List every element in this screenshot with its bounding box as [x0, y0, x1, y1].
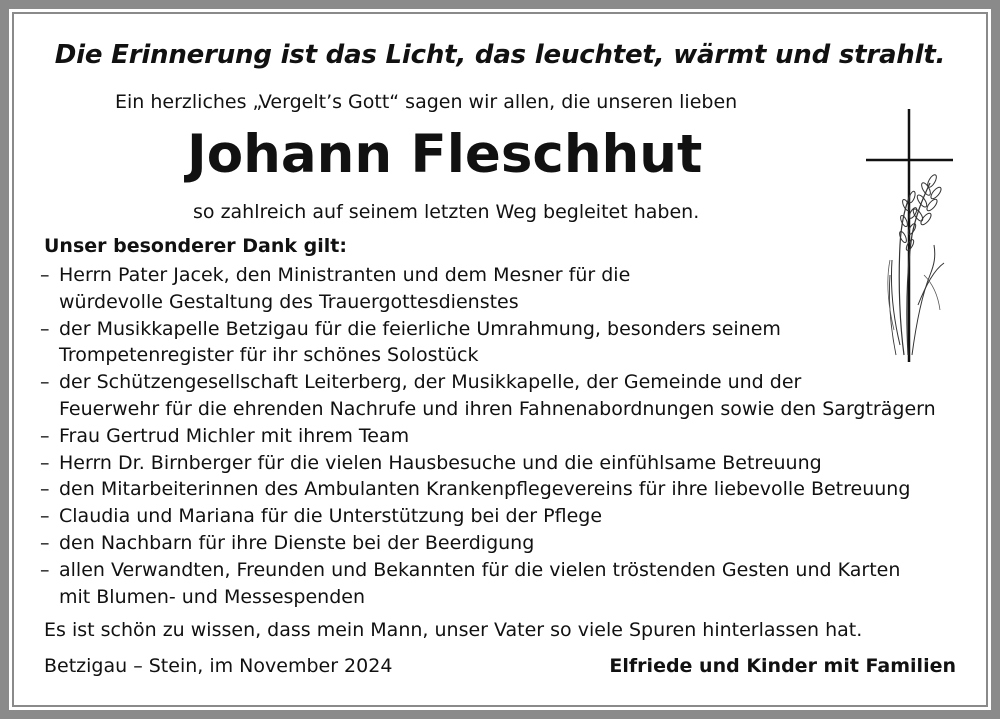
list-item: – allen Verwandten, Freunden und Bekannten für die vielen tröstenden Gesten und Karten: [40, 558, 901, 581]
list-item: – Claudia und Mariana für die Unterstützung bei der Pflege: [40, 505, 603, 528]
thanks-heading: Unser besonderer Dank gilt:: [44, 235, 347, 257]
deceased-name: Johann Fleschhut: [187, 124, 703, 185]
list-item-continuation: würdevolle Gestaltung des Trauergottesdienstes: [59, 290, 519, 313]
list-item: – den Nachbarn für ihre Dienste bei der Beerdigung: [40, 531, 535, 554]
memorial-quote: Die Erinnerung ist das Licht, das leuchtet, wärmt und strahlt.: [54, 40, 946, 70]
list-item: – Herrn Pater Jacek, den Ministranten und dem Mesner für die: [40, 264, 631, 286]
list-item-continuation: Trompetenregister für ihr schönes Solostück: [59, 344, 479, 367]
signers: Elfriede und Kinder mit Familien: [609, 655, 956, 677]
intro-text: Ein herzliches „Vergelt’s Gott“ sagen wir allen, die unseren lieben: [115, 91, 738, 113]
list-item: – der Schützengesellschaft Leiterberg, der Musikkapelle, der Gemeinde und der: [40, 371, 802, 394]
list-item: – den Mitarbeiterinnen des Ambulanten Krankenpflegevereins für ihre liebevolle Betreuung: [40, 478, 911, 501]
list-item-continuation: mit Blumen- und Messespenden: [59, 585, 366, 608]
closing-text: Es ist schön zu wissen, dass mein Mann, unser Vater so viele Spuren hinterlassen hat.: [44, 619, 863, 641]
place-date: Betzigau – Stein, im November 2024: [44, 655, 393, 677]
accompanied-text: so zahlreich auf seinem letzten Weg begleitet haben.: [193, 201, 700, 223]
list-item: – der Musikkapelle Betzigau für die feierliche Umrahmung, besonders seinem: [40, 317, 781, 340]
list-item: – Herrn Dr. Birnberger für die vielen Hausbesuche und die einfühlsame Betreuung: [40, 451, 822, 474]
list-item: – Frau Gertrud Michler mit ihrem Team: [40, 424, 410, 447]
list-item-continuation: Feuerwehr für die ehrenden Nachrufe und ihren Fahnenabordnungen sowie den Sargträgern: [59, 397, 936, 420]
thanks-list: [40, 262, 936, 610]
